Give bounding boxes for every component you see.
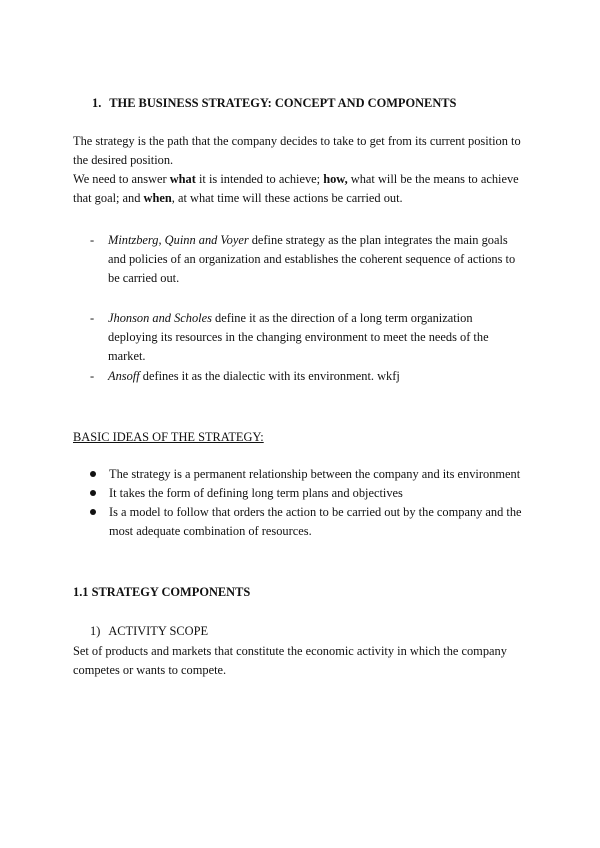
bullet-icon [90,490,96,496]
keyword-what: what [169,172,196,186]
intro-paragraph-1: The strategy is the path that the company decides to take to get from its current position to the desired position. [73,134,521,167]
list-item-text: It takes the form of defining long term plans and objectives [109,486,403,500]
subsection-heading: 1.1 STRATEGY COMPONENTS [73,585,251,599]
list-item-text: The strategy is a permanent relationship between the company and its environment [109,467,521,481]
definition-authors: Ansoff [108,369,140,383]
item-number: 1) [90,624,101,638]
intro-text: it is intended to achieve; [195,172,324,186]
bullet-icon [90,509,96,515]
list-item-text: Is a model to follow that orders the action to be carried out by the company and the most adequate combination of resources. [109,505,522,538]
intro-text: what will be the means to achieve that goal; and [73,172,519,205]
intro-text: , at what time will these actions be carried out. [171,191,403,205]
dash-marker: - [90,369,95,383]
intro-text: We need to answer [73,172,170,186]
numbered-heading [90,622,208,641]
basic-ideas-list [90,465,530,541]
list-item [90,484,530,503]
item-title: ACTIVITY SCOPE [108,624,209,638]
intro-paragraph-2 [73,170,533,208]
activity-scope-paragraph: Set of products and markets that constitute the economic activity in which the company competes or wants to compete. [73,644,507,677]
keyword-when: when [143,191,172,205]
definition-item [90,367,520,386]
definition-text: defines it as the dialectic with its environment. wkfj [139,369,400,383]
bullet-icon [90,471,96,477]
list-item [90,503,530,541]
definition-authors: Mintzberg, Quinn and Voyer [108,233,249,247]
dash-marker: - [90,311,95,325]
definition-item [90,231,520,288]
section-number: 1. [92,96,102,110]
definition-text: define strategy as the plan integrates the main goals and policies of an organization and establishes the coherent sequence of actions to be carried out. [108,233,516,285]
dash-marker: - [90,233,95,247]
keyword-how: how, [323,172,348,186]
definition-authors: Jhonson and Scholes [108,311,212,325]
section-title: THE BUSINESS STRATEGY: CONCEPT AND COMPONENTS [109,96,457,110]
section-heading [92,94,456,113]
list-item [90,465,530,484]
basic-ideas-title: BASIC IDEAS OF THE STRATEGY: [73,430,264,444]
definition-text: define it as the direction of a long term organization deploying its resources in the changing environment to meet the needs of the market. [108,311,489,363]
definition-item [90,309,520,366]
